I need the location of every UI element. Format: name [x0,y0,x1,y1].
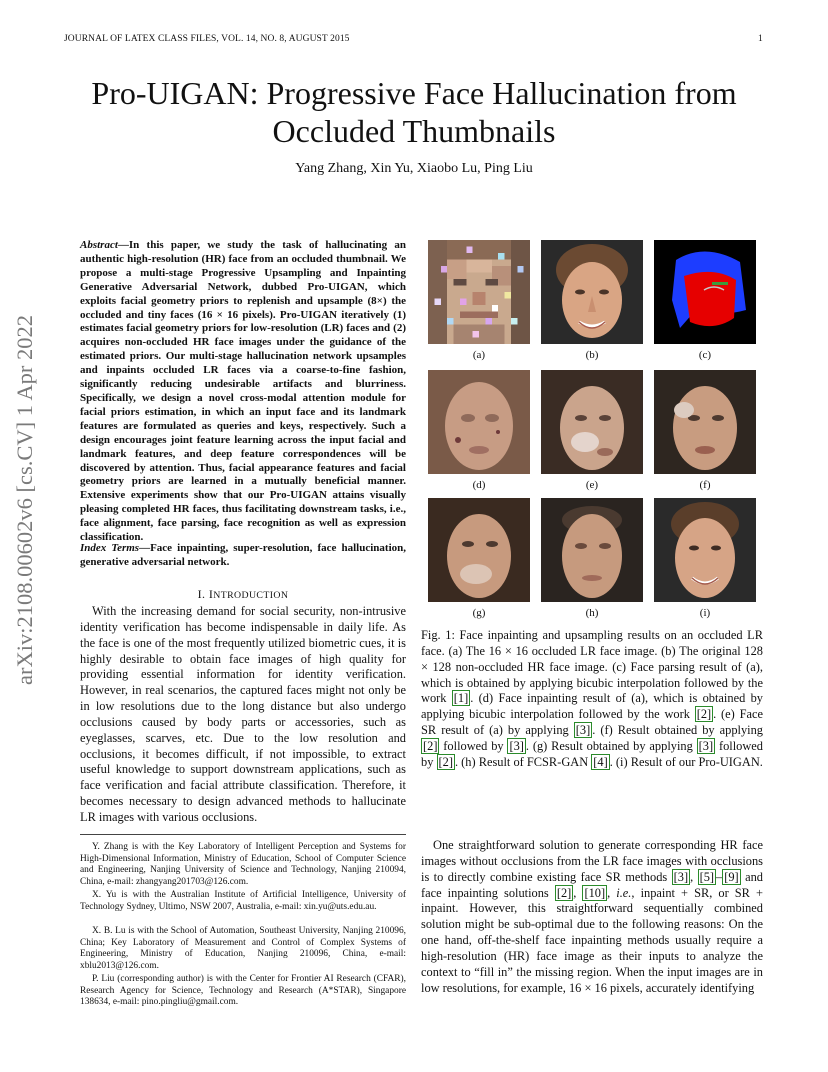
subfigure-label: (g) [472,607,486,619]
subfigure-label: (d) [472,479,486,491]
intro-paragraph: With the increasing demand for social security, non-intrusive identity verification has become indispensable in daily life. As the face is one of the most frequently utilized biometric cues, it is highly desirable to obtain face images of high quality for providing essential information for identity verification. However, in real scenarios, the captured faces might not only be in low resolutions due to the long distance but also undergo occlusions caused by body parts or accessories, such as eyeglasses, scarves, etc. Due to the low resolution and occlusions, it becomes difficult, if not impossible, to extract useful knowledge to support downstream applications, such as face verification and facial attribute classification. Therefore, it becomes necessary to design advanced methods to hallucinate LR images with various occlusions. [80,604,406,824]
paragraph-text: , [573,885,583,900]
citation-link[interactable]: [3] [575,723,591,738]
subfigure-label: (e) [585,479,599,491]
right-column-paragraph [421,838,763,996]
caption-text: . (d) Face inpainting result of (a), which is obtained by applying bicubic interpolation followed by the work [421,691,763,722]
citation-link[interactable]: [2] [556,885,572,900]
figure-image-i [654,498,756,602]
subfigure-label: (a) [472,349,486,361]
footnote-lu: X. B. Lu is with the School of Automation, Southeast University, Nanjing 210096, China; Key Laboratory of Measurement and Control of Complex Systems of Engineering, Ministry of Education, Nanjing 210096, China, e-mail: xblu2013@126.com. [80,926,406,972]
citation-link[interactable]: [4] [593,754,608,769]
face-sr-inpaint-icon [428,498,530,602]
subfigure-label: (b) [585,349,599,361]
footnote-zhang: Y. Zhang is with the Key Laboratory of Intelligent Perception and Systems for High-Dimensional Information, Ministry of Education, School of Computer Science and Engineering, Nanjing University of Science and Technology, Nanjing 210094, China, e-mail: zhangyang201703@126.com. [80,842,406,888]
section-heading [80,587,406,602]
figure-image-h [541,498,643,602]
citation-link[interactable]: [3] [673,869,689,884]
paragraph-emphasis: i.e. [616,885,632,900]
arxiv-stamp-text: arXiv:2108.00602v6 [cs.CV] 1 Apr 2022 [12,315,37,685]
caption-text: . (h) Result of FCSR-GAN [454,754,592,769]
pixelated-face-icon [428,240,530,344]
citation-link[interactable]: [9] [724,869,739,884]
citation-link[interactable]: [2] [423,738,438,753]
footnote-liu: P. Liu (corresponding author) is with the Center for Frontier AI Research (CFAR), Research Agency for Science, Technology and Research (A*STAR), Singapore 138634, e-mail: pino.pingliu@gmail.com. [80,974,406,1008]
face-ours-icon [654,498,756,602]
face-photo-icon [541,240,643,344]
index-terms [80,542,406,570]
footnote-rule [80,834,406,835]
figure-image-a [428,240,530,344]
blurred-face-icon [428,370,530,474]
figure-image-e [541,370,643,474]
citation-link[interactable]: [3] [698,738,714,753]
citation-link[interactable]: [1] [453,691,469,706]
caption-text: followed by [421,738,763,769]
abstract-text: —In this paper, we study the task of hallucinating an authentic high-resolution (HR) face from an occluded thumbnail. We propose a multi-stage Progressive Upsampling and Inpainting Generative Adversarial Network, dubbed Pro-UIGAN, which exploits facial geometry priors to replenish and upsample (8×) the occluded and tiny faces (16 × 16 pixels). Pro-UIGAN iteratively (1) estimates facial geometry priors for low-resolution (LR) faces and (2) acquires non-occluded HR face images under the guidance of the estimated priors. Our multi-stage hallucination network upsamples and inpaints occluded LR faces via a coarse-to-fine fashion, significantly reducing undesirable artifacts and blurriness. Specifically, we design a novel cross-modal attention module for facial priors estimation, in which an input face and its landmark features are formulated as queries and keys, respectively. Such a design encourages joint feature learning across the input facial and landmark features, and deep feature correspondences will be discovered by attention. Thus, facial appearance features and facial geometry priors are learned in a mutually beneficial manner. Extensive experiments show that our Pro-UIGAN attains visually pleasing completed HR faces, thus facilitating downstream tasks, i.e., face alignment, face parsing, face recognition as well as expression classification. [80,239,406,544]
page-number: 1 [758,34,763,44]
paragraph-text: One straightforward solution to generate corresponding HR face images without occlusions from the LR face images with occlusions is to directly combine existing face SR methods [421,838,763,884]
caption-text: . (f) Result obtained by applying [592,723,763,738]
section-numeral: I. [197,587,206,601]
abstract [80,239,406,545]
section-initial: I [208,587,214,601]
paragraph-text: – [716,869,723,884]
footnote-yu: X. Yu is with the Australian Institute of Artificial Intelligence, University of Technology Sydney, Ultimo, NSW 2007, Australia, e-mail: xin.yu@uts.edu.au. [80,890,406,912]
paragraph-text: , inpaint + SR, or SR + inpaint. However, this straightforward sequentially combined solution might be sub-optimal due to the following reasons: On the one hand, off-the-shelf face inpainting methods usually require a high-resolution (HR) face image as their inputs to analyze the context to “fill in” the missing region. When the input images are in low resolutions, for example, 16 × 16 pixels, accurately identifying [421,885,763,995]
arxiv-stamp [2,290,48,710]
section-rest: NTRODUCTION [213,590,289,601]
caption-text: . (g) Result obtained by applying [525,738,697,753]
face-sr-icon [541,370,643,474]
index-terms-lead: Index Terms [80,542,140,554]
subfigure-label: (h) [585,607,599,619]
paragraph-text: , [607,885,617,900]
figure-image-f [654,370,756,474]
citation-link[interactable]: [5] [699,869,715,884]
caption-text: followed by [439,738,508,753]
citation-link[interactable]: [10] [584,885,606,900]
face-combined-icon [654,370,756,474]
abstract-lead: Abstract [80,239,118,251]
paragraph-text: and face inpainting solutions [421,869,763,900]
citation-link[interactable]: [2] [696,707,712,722]
author-list: Yang Zhang, Xin Yu, Xiaobo Lu, Ping Liu [295,161,533,176]
citation-link[interactable]: [3] [509,738,524,753]
subfigure-label: (i) [699,607,711,619]
subfigure-label: (c) [698,349,712,361]
paragraph-text: , [690,869,698,884]
figure-image-g [428,498,530,602]
subfigure-label: (f) [699,479,711,491]
face-fcsrgan-icon [541,498,643,602]
figure-image-c [654,240,756,344]
parsing-map-icon [654,240,756,344]
caption-text: . (e) Face SR result of (a) by applying [421,707,763,738]
citation-link[interactable]: [2] [438,754,453,769]
index-terms-text: —Face inpainting, super-resolution, face hallucination, generative adversarial network. [80,542,406,568]
figure-caption [421,628,763,771]
figure-image-b [541,240,643,344]
paper-title: Pro-UIGAN: Progressive Face Hallucination from Occluded Thumbnails [91,75,737,149]
caption-text: . (i) Result of our Pro-UIGAN. [609,754,763,769]
running-header: JOURNAL OF LATEX CLASS FILES, VOL. 14, NO. 8, AUGUST 2015 [64,34,350,44]
figure-image-d [428,370,530,474]
caption-text: Fig. 1: Face inpainting and upsampling results on an occluded LR face. (a) The 16 × 16 occluded LR face image. (b) The original 128 × 128 non-occluded HR face image. (c) Face parsing result of (a), which is obtained by applying bicubic interpolation followed by the work [421,628,763,706]
